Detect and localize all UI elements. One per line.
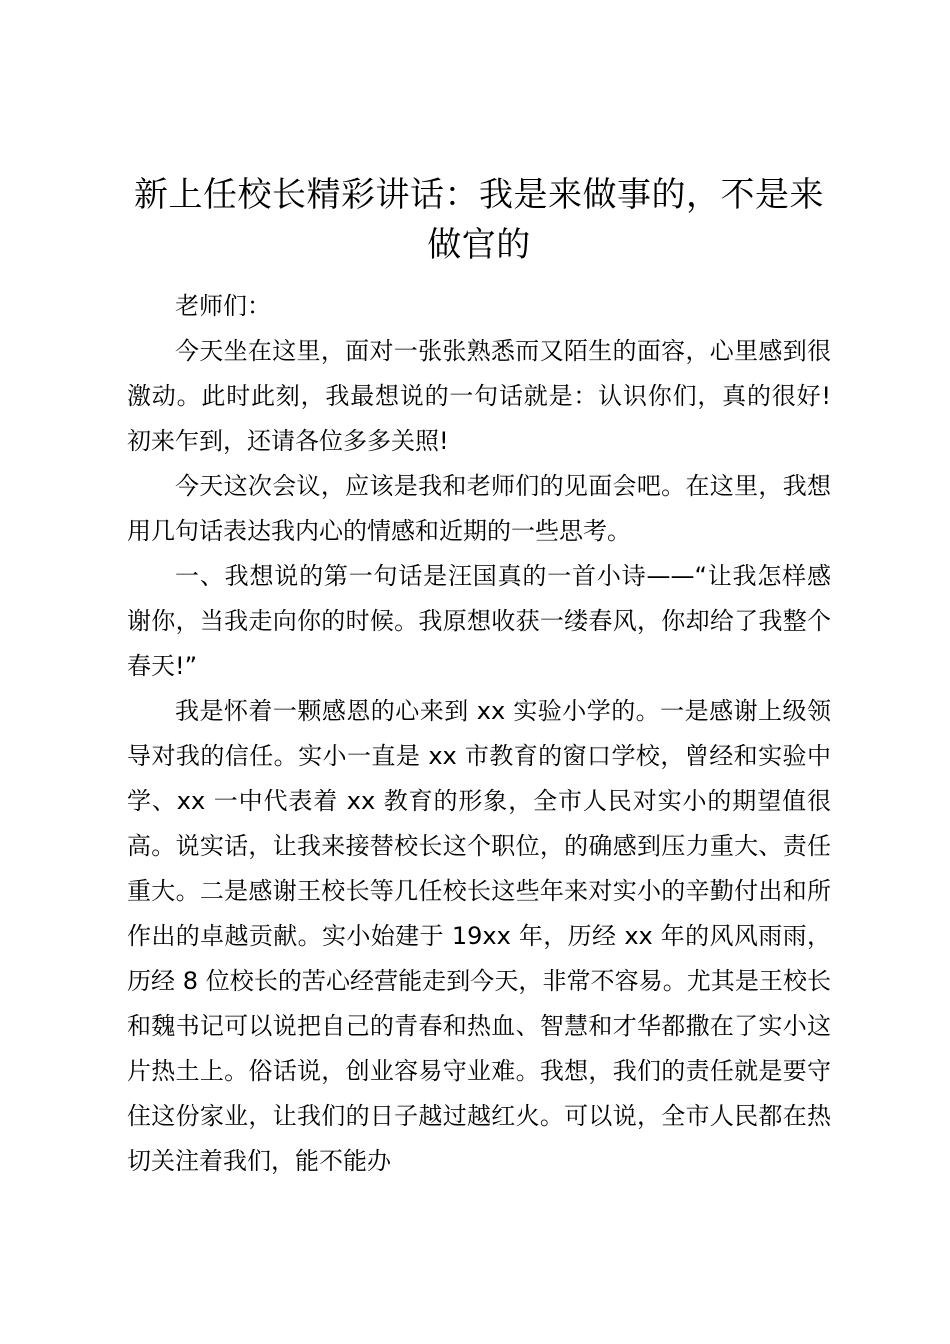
document-title: 新上任校长精彩讲话：我是来做事的，不是来做官的: [134, 175, 824, 265]
document-page: [127, 170, 831, 1184]
paragraph-4: 我是怀着一颗感恩的心来到 xx 实验小学的。一是感谢上级领导对我的信任。实小一直是 xx 市教育的窗口学校，曾经和实验中学、xx 一中代表着 xx 教育的形象，全市人民对实小的期望值很高。说实话，让我来接替校长这个职位，的确感到压力重大、责任重大。二是感谢王校长等几任校长这些年来对实小的辛勤付出和所作出的卓越贡献。实小始建于 19xx 年，历经 xx 年的风风雨雨，历经 8 位校长的苦心经营能走到今天，非常不容易。尤其是王校长和魏书记可以说把自己的青春和热血、智慧和才华都撒在了实小这片热土上。俗话说，创业容易守业难。我想，我们的责任就是要守住这份家业，让我们的日子越过越红火。可以说，全市人民都在热切关注着我们，能不能办: [127, 697, 831, 1175]
paragraph-2: 今天这次会议，应该是我和老师们的见面会吧。在这里，我想用几句话表达我内心的情感和近期的一些思考。: [127, 472, 831, 545]
greeting: 老师们：: [175, 292, 271, 320]
paragraph-1: 今天坐在这里，面对一张张熟悉而又陌生的面容，心里感到很激动。此时此刻，我最想说的一句话就是：认识你们，真的很好!初来乍到，还请各位多多关照!: [127, 337, 831, 455]
paragraph-3: 一、我想说的第一句话是汪国真的一首小诗——“让我怎样感谢你，当我走向你的时候。我原想收获一缕春风，你却给了我整个春天!”: [127, 562, 831, 680]
